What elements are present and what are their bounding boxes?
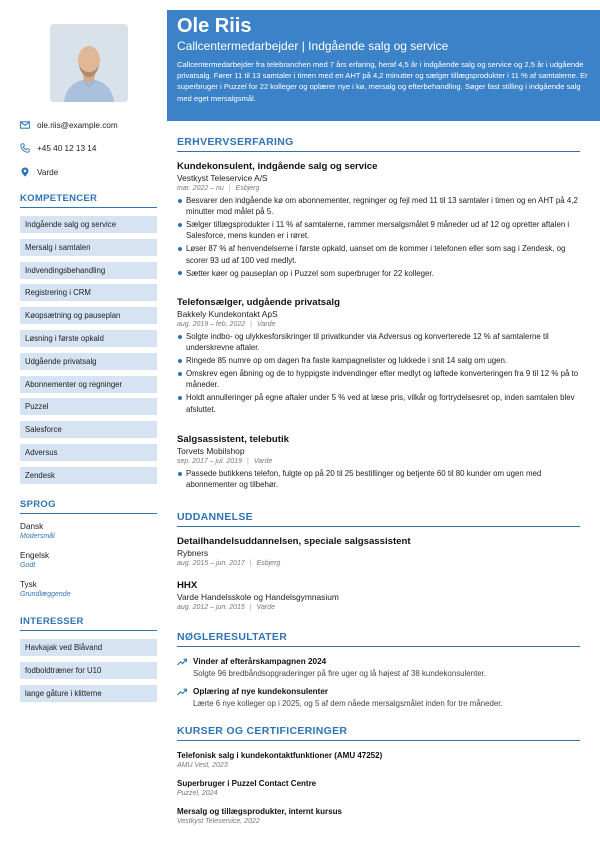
email-text: ole.riis@example.com (37, 120, 118, 130)
education-title: Detailhandelsuddannelsen, speciale salgsassistent (177, 536, 411, 547)
job-company: Torvets Mobilshop (177, 446, 245, 456)
course-title: Telefonisk salg i kundekontaktfunktioner (AMU 47252) (177, 751, 383, 760)
course-item (177, 778, 580, 799)
job-entry (177, 434, 580, 492)
contact-location (20, 167, 160, 177)
education-meta: aug. 2012 – jun. 2015 | Varde (177, 604, 275, 611)
job-title: Telefonsælger, udgående privatsalg (177, 297, 340, 308)
job-entry (177, 161, 580, 280)
job-company: Vestkyst Teleservice A/S (177, 173, 268, 183)
job-bullet: Holdt annulleringer på egne aftaler under 5 % ved at læse pris, vilkår og fortrydelsesret op, inden samtalen blev afsluttet. (177, 392, 580, 415)
language-level: Modersmål (20, 533, 55, 540)
course-meta: AMU Vest, 2023 (177, 762, 228, 769)
results-heading: NØGLERESULTATER (177, 631, 580, 647)
skills-list (20, 216, 157, 490)
person-role: Callcentermedarbejder | Indgående salg og service (177, 39, 449, 53)
profile-photo (50, 24, 128, 102)
skill-chip: Løsning i første opkald (20, 330, 157, 347)
education-place: Varde (256, 604, 275, 611)
job-bullet: Sætter køer og pauseplan op i Puzzel som superbruger for 22 kolleger. (177, 268, 580, 279)
skill-chip: Salesforce (20, 421, 157, 438)
course-title: Superbruger i Puzzel Contact Centre (177, 779, 317, 788)
email-icon (20, 120, 30, 130)
skill-chip: Registrering i CRM (20, 284, 157, 301)
education-entry (177, 536, 580, 569)
interests-heading: INTERESSER (20, 616, 157, 631)
location-text: Varde (37, 167, 59, 177)
skills-heading: KOMPETENCER (20, 193, 157, 208)
job-bullets (177, 195, 580, 279)
result-item (177, 686, 580, 709)
language-level: Godt (20, 562, 36, 569)
language-name: Engelsk (20, 551, 50, 560)
skill-chip: Mersalg i samtalen (20, 239, 157, 256)
location-pin-icon (20, 167, 30, 177)
language-item (20, 551, 157, 569)
education-title: HHX (177, 580, 198, 591)
job-bullet: Besvarer den indgående kø om abonnementer, regninger og fejl med 11 til 13 samtaler i timen og en AHT på 4,2 minutter mod målet på 5. (177, 195, 580, 218)
skill-chip: Indgående salg og service (20, 216, 157, 233)
experience-heading: ERHVERVSERFARING (177, 136, 580, 152)
education-entry (177, 580, 580, 613)
job-title: Salgsassistent, telebutik (177, 434, 289, 445)
trend-up-icon (177, 688, 187, 696)
result-item (177, 656, 580, 679)
language-level: Grundlæggende (20, 591, 71, 598)
job-bullet: Løser 87 % af henvendelserne i første opkald, uanset om de kommer i telefonen eller som sag i Zendesk, og scorer 93 ud af 100 ved medlyt. (177, 243, 580, 266)
education-meta: aug. 2015 – jun. 2017 | Esbjerg (177, 560, 281, 567)
job-period: sep. 2017 – jul. 2019 (177, 458, 242, 465)
course-meta: Puzzel, 2024 (177, 790, 218, 797)
education-period: aug. 2015 – jun. 2017 (177, 560, 245, 567)
trend-up-icon (177, 658, 187, 666)
education-heading: UDDANNELSE (177, 511, 580, 527)
education-period: aug. 2012 – jun. 2015 (177, 604, 245, 611)
job-meta: aug. 2019 – feb. 2022 | Varde (177, 321, 276, 328)
interests-list (20, 639, 157, 707)
education-place: Esbjerg (256, 560, 281, 567)
courses-heading: KURSER OG CERTIFICERINGER (177, 725, 580, 741)
language-name: Tysk (20, 580, 37, 589)
job-place: Varde (256, 321, 276, 328)
job-title: Kundekonsulent, indgående salg og service (177, 161, 378, 172)
languages-heading: SPROG (20, 499, 157, 514)
job-period: mar. 2022 – nu (177, 185, 224, 192)
job-meta: sep. 2017 – jul. 2019 | Varde (177, 458, 273, 465)
phone-icon (20, 143, 30, 153)
skill-chip: Indvendingsbehandling (20, 262, 157, 279)
job-bullet: Passede butikkens telefon, fulgte op på 20 til 25 bestillinger og betjente 60 til 80 kunder om ugen med abonnementer og tilbehør. (177, 468, 580, 491)
job-bullet: Solgte indbo- og ulykkesforsikringer til privatkunder via Adversus og konverterede 12 % af samtalerne til underskrevne aftaler. (177, 331, 580, 354)
phone-text: +45 40 12 13 14 (37, 143, 97, 153)
result-title: Oplæring af nye kundekonsulenter (193, 687, 329, 696)
profile-summary: Callcentermedarbejder fra telebranchen med 7 års erfaring, heraf 4,5 år i indgående salg og service og 2,5 år i udgående privatsalg. Fører 11 til 13 samtaler i timen med en AHT på 4,2 minutter og sælger tillægsprodukter i 11 % af samtalerne. Er superbruger i Puzzel for 22 kolleger og oplærer nye i kø, mersalg og efterbehandling. Søger fast stilling i indgående salg med eget mersalgsmål. (177, 60, 588, 103)
person-name: Ole Riis (177, 15, 252, 37)
education-school: Varde Handelsskole og Handelsgymnasium (177, 592, 339, 602)
skill-chip: Zendesk (20, 467, 157, 484)
job-entry (177, 297, 580, 416)
contact-email[interactable] (20, 120, 160, 130)
sidebar (0, 0, 167, 849)
language-item (20, 580, 157, 598)
result-title: Vinder af efterårskampagnen 2024 (193, 657, 327, 666)
skill-chip: Køopsætning og pauseplan (20, 307, 157, 324)
header-banner (167, 10, 600, 121)
interest-chip: fodboldtræner for U10 (20, 662, 157, 679)
job-bullet: Ringede 85 numre op om dagen fra faste kampagnelister og lukkede i snit 14 salg om ugen. (177, 355, 580, 366)
course-title: Mersalg og tillægsprodukter, internt kursus (177, 807, 342, 816)
job-meta: mar. 2022 – nu | Esbjerg (177, 185, 260, 192)
job-company: Bakkely Kundekontakt ApS (177, 309, 278, 319)
interest-chip: Havkajak ved Blåvand (20, 639, 157, 656)
skill-chip: Adversus (20, 444, 157, 461)
job-period: aug. 2019 – feb. 2022 (177, 321, 246, 328)
job-place: Varde (253, 458, 273, 465)
job-place: Esbjerg (235, 185, 260, 192)
course-item (177, 806, 580, 827)
course-item (177, 750, 580, 771)
interest-chip: lange gåture i klitterne (20, 685, 157, 702)
job-bullets (177, 331, 580, 415)
language-name: Dansk (20, 522, 44, 531)
language-item (20, 522, 157, 540)
result-description: Solgte 96 bredbåndsopgraderinger på fire uger og lå højest af 38 kundekonsulenter. (193, 669, 487, 678)
job-bullets (177, 468, 580, 491)
skill-chip: Puzzel (20, 398, 157, 415)
result-description: Lærte 6 nye kolleger op i 2025, og 5 af dem nåede mersalgsmålet inden for tre måneder. (193, 699, 503, 708)
job-bullet: Sælger tillægsprodukter i 11 % af samtalerne, rammer mersalgsmålet 9 måneder ud af 12 og opretter aftalen i Salesforce, mens kunden er i røret. (177, 219, 580, 242)
skill-chip: Udgående privatsalg (20, 353, 157, 370)
contact-phone[interactable] (20, 143, 160, 153)
education-school: Rybners (177, 548, 209, 558)
job-bullet: Omskrev egen åbning og de to hyppigste indvendinger efter medlyt og løftede konverteringen fra 9 til 12 % på to måneder. (177, 368, 580, 391)
course-meta: Vestkyst Teleservice, 2022 (177, 818, 260, 825)
skill-chip: Abonnementer og regninger (20, 376, 157, 393)
